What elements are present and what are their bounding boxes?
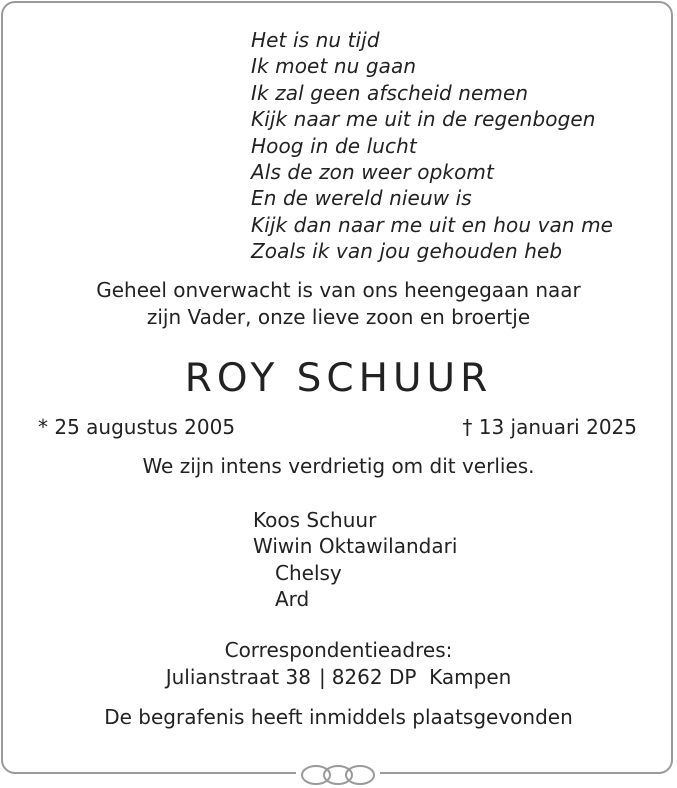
correspondence-label: Correspondentieadres: [224, 638, 453, 662]
poem-line: Als de zon weer opkomt [251, 160, 494, 185]
poem-line: Het is nu tijd [251, 28, 380, 52]
funeral-note: De begrafenis heeft inmiddels plaatsgevonden [104, 705, 573, 729]
address-postal: 8262 DP Kampen [331, 665, 512, 689]
poem-line: En de wereld nieuw is [251, 186, 472, 211]
intro-line-1: Geheel onverwacht is van ons heengegaan naar [96, 278, 581, 302]
birth-date: * 25 augustus 2005 [38, 415, 236, 439]
family-member-parent: Koos Schuur [253, 508, 377, 532]
interlocking-rings-icon [296, 762, 380, 788]
family-list [253, 507, 457, 613]
poem-line: Ik moet nu gaan [251, 54, 417, 79]
poem-line: Ik zal geen afscheid nemen [251, 80, 529, 105]
death-date: † 13 januari 2025 [462, 415, 637, 439]
poem [251, 27, 613, 265]
poem-line: Zoals ik van jou gehouden heb [251, 239, 563, 264]
deceased-name: ROY SCHUUR [184, 356, 493, 401]
poem-line: Hoog in de lucht [251, 133, 417, 158]
grief-message: We zijn intens verdrietig om dit verlies. [142, 454, 535, 478]
family-member-child: Chelsy [275, 560, 342, 585]
family-member-child: Ard [275, 587, 310, 612]
address-separator: | [318, 665, 326, 689]
poem-line: Kijk naar me uit in de regenbogen [251, 107, 596, 132]
address-street: Julianstraat 38 [165, 665, 311, 689]
intro-line-2: zijn Vader, onze lieve zoon en broertje [146, 305, 531, 329]
family-member-parent: Wiwin Oktawilandari [253, 534, 458, 559]
correspondence-address [0, 665, 677, 689]
poem-line: Kijk dan naar me uit en hou van me [251, 212, 614, 237]
